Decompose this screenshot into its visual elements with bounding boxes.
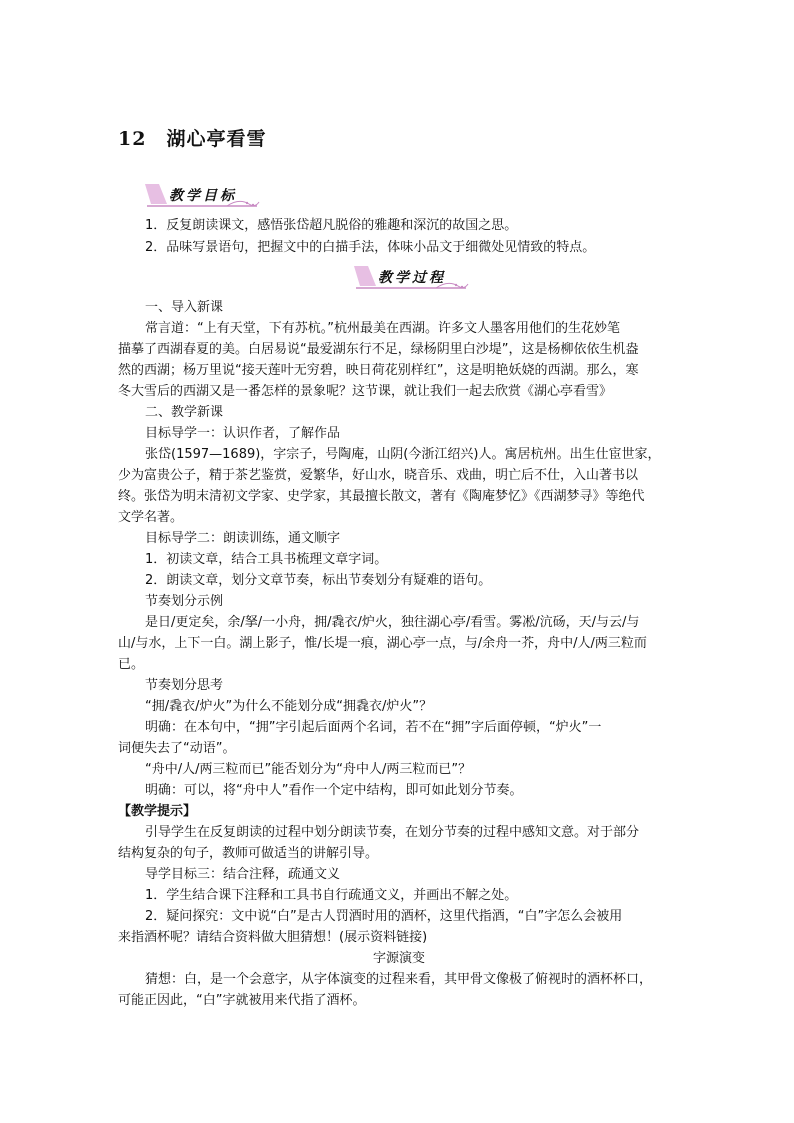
text-line: 字源演变 xyxy=(372,951,425,966)
text-line: 常言道：“上有天堂，下有苏杭。”杭州最美在西湖。许多文人墨客用他们的生花妙笔 xyxy=(145,321,620,336)
text-line: 张岱(1597—1689)，字宗子，号陶庵，山阴(今浙江绍兴)人。寓居杭州。出生仕宦世家， xyxy=(145,447,661,462)
text-line: 二、教学新课 xyxy=(145,405,224,420)
lesson-title xyxy=(118,124,266,151)
text-line: 一、导入新课 xyxy=(145,300,224,315)
text-line: 少为富贵公子，精于茶艺鉴赏，爱繁华，好山水，晓音乐、戏曲，明亡后不仕，入山著书以 xyxy=(118,468,639,483)
banner-teaching-process xyxy=(352,264,470,290)
text-line: 目标导学二：朗读训练，通文顺字 xyxy=(145,531,341,546)
text-line: 2．疑问探究：文中说“白”是古人罚酒时用的酒杯，这里代指酒，“白”字怎么会被用 xyxy=(145,909,623,924)
text-line: 然的西湖；杨万里说“接天莲叶无穷碧，映日荷花别样红”，这是明艳妖娆的西湖。那么，寒 xyxy=(118,363,639,378)
text-line: 2．朗读文章，划分文章节奏，标出节奏划分有疑难的语句。 xyxy=(145,573,492,588)
text-line: 2．品味写景语句，把握文中的白描手法，体味小品文于细微处见情致的特点。 xyxy=(145,240,596,255)
text-line: 1．学生结合课下注释和工具书自行疏通文义，并画出不解之处。 xyxy=(145,888,518,903)
text-line: 词便失去了“动语”。 xyxy=(118,741,236,756)
text-line: 可能正因此，“白”字就被用来代指了酒杯。 xyxy=(118,993,366,1008)
text-line: 节奏划分思考 xyxy=(145,678,224,693)
text-line: 山/与水，上下一白。湖上影子，惟/长堤一痕，湖心亭一点，与/余舟一芥，舟中/人/两三粒而 xyxy=(118,636,647,651)
text-line: 冬大雪后的西湖又是一番怎样的景象呢？这节课，就让我们一起去欣赏《湖心亭看雪》 xyxy=(118,384,613,399)
text-line: 是日/更定矣，余/拏/一小舟，拥/毳衣/炉火，独往湖心亭/看雪。雾凇/沆砀，天/与云/与 xyxy=(145,615,640,630)
banner-teaching-process-label: 教学过程 xyxy=(378,270,446,286)
lesson-number: 12 xyxy=(118,128,147,150)
text-line: 明确：在本句中，“拥”字引起后面两个名词，若不在“拥”字后面停顿，“炉火”一 xyxy=(145,720,602,735)
banner-teaching-goals xyxy=(143,182,261,208)
text-line: 引导学生在反复朗读的过程中划分朗读节奏，在划分节奏的过程中感知文意。对于部分 xyxy=(145,825,640,840)
text-line: 描摹了西湖春夏的美。白居易说“最爱湖东行不足，绿杨阴里白沙堤”，这是杨柳依依生机盎 xyxy=(118,342,639,357)
text-line: 1．初读文章，结合工具书梳理文章字词。 xyxy=(145,552,388,567)
text-line: “舟中/人/两三粒而已”能否划分为“舟中人/两三粒而已”？ xyxy=(145,762,472,777)
text-line: 来指酒杯呢？请结合资料做大胆猜想！(展示资料链接) xyxy=(118,930,428,945)
text-line: 猜想：白，是一个会意字，从字体演变的过程来看，其甲骨文像极了俯视时的酒杯杯口， xyxy=(145,972,653,987)
text-line: 1．反复朗读课文，感悟张岱超凡脱俗的雅趣和深沉的故国之思。 xyxy=(145,218,518,233)
text-line: 已。 xyxy=(118,657,145,672)
text-line: 终。张岱为明末清初文学家、史学家，其最擅长散文，著有《陶庵梦忆》《西湖梦寻》等绝代 xyxy=(118,489,645,504)
text-line: 目标导学一：认识作者，了解作品 xyxy=(145,426,341,441)
text-line: 文学名著。 xyxy=(118,510,184,525)
teaching-tip-heading: 【教学提示】 xyxy=(118,804,197,819)
lesson-title-text: 湖心亭看雪 xyxy=(166,128,267,150)
text-line: “拥/毳衣/炉火”为什么不能划分成“拥毳衣/炉火”？ xyxy=(145,699,433,714)
text-line: 明确：可以，将“舟中人”看作一个定中结构，即可如此划分节奏。 xyxy=(145,783,523,798)
text-line: 导学目标三：结合注释，疏通文义 xyxy=(145,867,341,882)
banner-teaching-goals-label: 教学目标 xyxy=(169,188,237,204)
text-line: 结构复杂的句子，教师可做适当的讲解引导。 xyxy=(118,846,379,861)
text-line: 节奏划分示例 xyxy=(145,594,224,609)
